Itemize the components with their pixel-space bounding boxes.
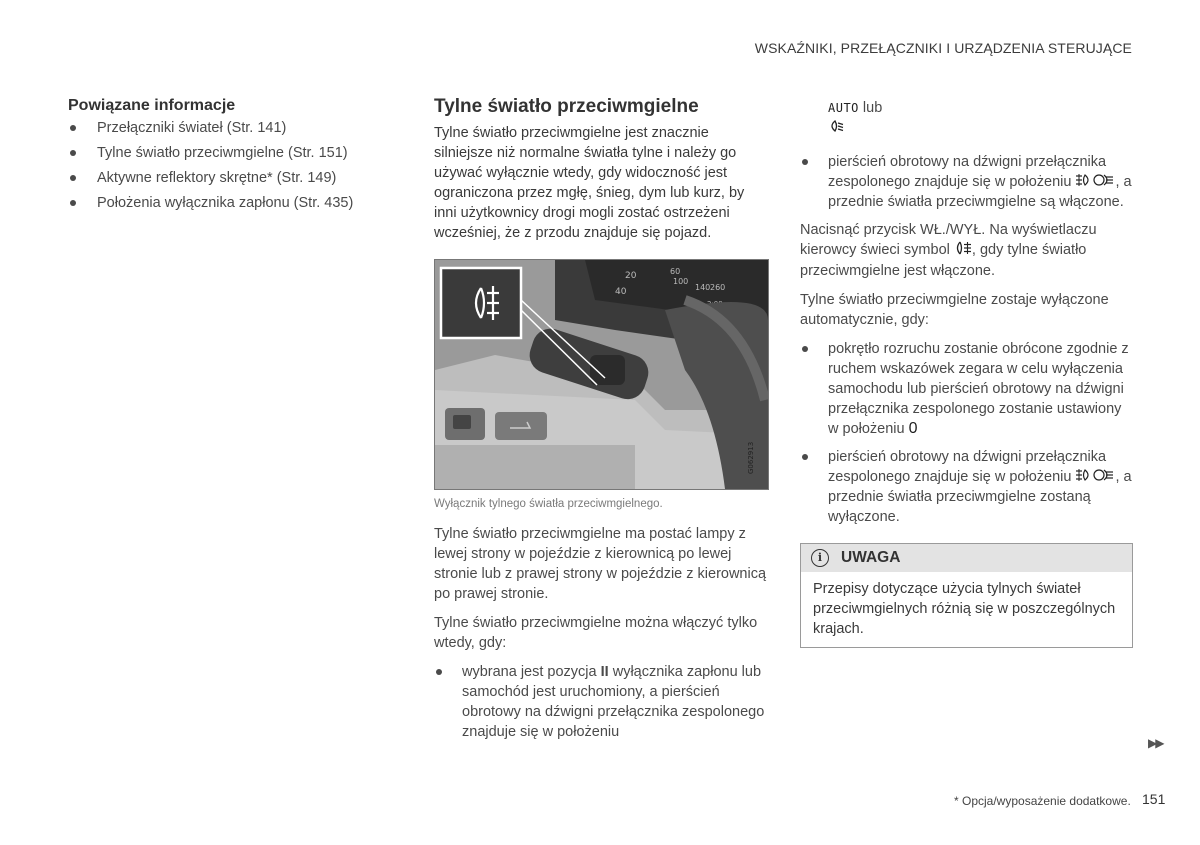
figure-code: G062913 xyxy=(747,441,755,474)
rear-fog-light-icon xyxy=(954,241,972,261)
gauge-tick: 100 xyxy=(673,277,689,286)
note-label: UWAGA xyxy=(841,548,901,566)
dashboard-illustration xyxy=(435,260,768,489)
related-link[interactable]: Położenia wyłącznika zapłonu (Str. 435) xyxy=(68,193,378,213)
related-heading: Powiązane informacje xyxy=(68,97,236,114)
page-number: 151 xyxy=(1142,791,1166,807)
section-header: WSKAŹNIKI, PRZEŁĄCZNIKI I URZĄDZENIA STERUJĄCE xyxy=(754,40,1132,56)
off-condition-list xyxy=(800,339,1135,527)
footnote: * Opcja/wyposażenie dodatkowe. xyxy=(954,794,1131,808)
article-title: Tylne światło przeciwmgielne xyxy=(434,96,699,117)
condition-list xyxy=(434,662,770,742)
gauge-tick: 60 xyxy=(670,267,681,276)
list-item: wybrana jest pozycja II wyłącznika zapłonu lub samochód jest uruchomiony, a pierścień obrotowy na dźwigni przełącznika zespolonego znajduje się w położeniu xyxy=(434,662,770,742)
continuation-column xyxy=(800,98,1135,648)
continue-arrows-icon: ▶▶ xyxy=(1148,736,1163,750)
related-info xyxy=(68,96,378,218)
note-box xyxy=(800,543,1133,648)
front-fog-light-icon xyxy=(1075,467,1115,487)
list-item: pokrętło rozruchu zostanie obrócone zgodnie z ruchem wskazówek zegara w celu wyłączenia samochodu lub pierścień obrotowy na dźwigni przełącznika zespolonego zostanie ustawiony w położeniu 0 xyxy=(800,339,1135,439)
info-icon: i xyxy=(811,549,829,567)
gauge-tick: 260 xyxy=(710,283,726,292)
article-column xyxy=(434,96,770,750)
article-intro: Tylne światło przeciwmgielne jest znacznie silniejsze niż normalne światła tylne i należy go używać wyłącznie wtedy, gdy widoczność jest ograniczona przez mgłę, śnieg, dym lub kurz, by inni użytkownicy drogi mogli zostać ostrzeżeni wcześniej, że z przodu znajduje się pojazd. xyxy=(434,125,745,241)
related-link[interactable]: Tylne światło przeciwmgielne (Str. 151) xyxy=(68,143,378,163)
gauge-tick: 40 xyxy=(615,287,627,297)
front-fog-light-icon xyxy=(1075,172,1115,192)
list-item: pierścień obrotowy na dźwigni przełącznika zespolonego znajduje się w położeniu , a przednie światła przeciwmgielne zostaną wyłączone. xyxy=(800,447,1135,527)
low-beam-icon xyxy=(828,118,844,138)
switch-figure xyxy=(434,259,769,490)
position-zero: 0 xyxy=(908,419,918,437)
condition-list xyxy=(800,152,1135,212)
paragraph: Tylne światło przeciwmgielne ma postać lampy z lewej strony w pojeździe z kierownicą po lewej stronie lub z prawej strony w pojeździe z kierownicą po prawej stronie. xyxy=(434,526,767,602)
paragraph: Nacisnąć przycisk WŁ./WYŁ. Na wyświetlaczu kierowcy świeci symbol , gdy tylne światło przeciwmgielne jest włączone. xyxy=(800,222,1097,279)
paragraph: Tylne światło przeciwmgielne można włączyć tylko wtedy, gdy: xyxy=(434,615,758,651)
gauge-tick: 20 xyxy=(625,271,637,281)
gauge-tick: 140 xyxy=(695,283,711,292)
note-text: Przepisy dotyczące użycia tylnych świateł przeciwmgielnych różnią się w poszczególnych krajach. xyxy=(813,580,1116,637)
auto-label: AUTO xyxy=(828,101,859,115)
list-item-continuation: AUTO lub xyxy=(800,98,1135,138)
related-list xyxy=(68,118,378,213)
related-link[interactable]: Aktywne reflektory skrętne* (Str. 149) xyxy=(68,168,378,188)
related-link[interactable]: Przełączniki świateł (Str. 141) xyxy=(68,118,378,138)
note-header xyxy=(801,544,1132,572)
list-item: pierścień obrotowy na dźwigni przełącznika zespolonego znajduje się w położeniu , a przednie światła przeciwmgielne są włączone. xyxy=(800,152,1135,212)
paragraph: Tylne światło przeciwmgielne zostaje wyłączone automatycznie, gdy: xyxy=(800,291,1109,328)
figure-caption: Wyłącznik tylnego światła przeciwmgielnego. xyxy=(434,498,663,510)
